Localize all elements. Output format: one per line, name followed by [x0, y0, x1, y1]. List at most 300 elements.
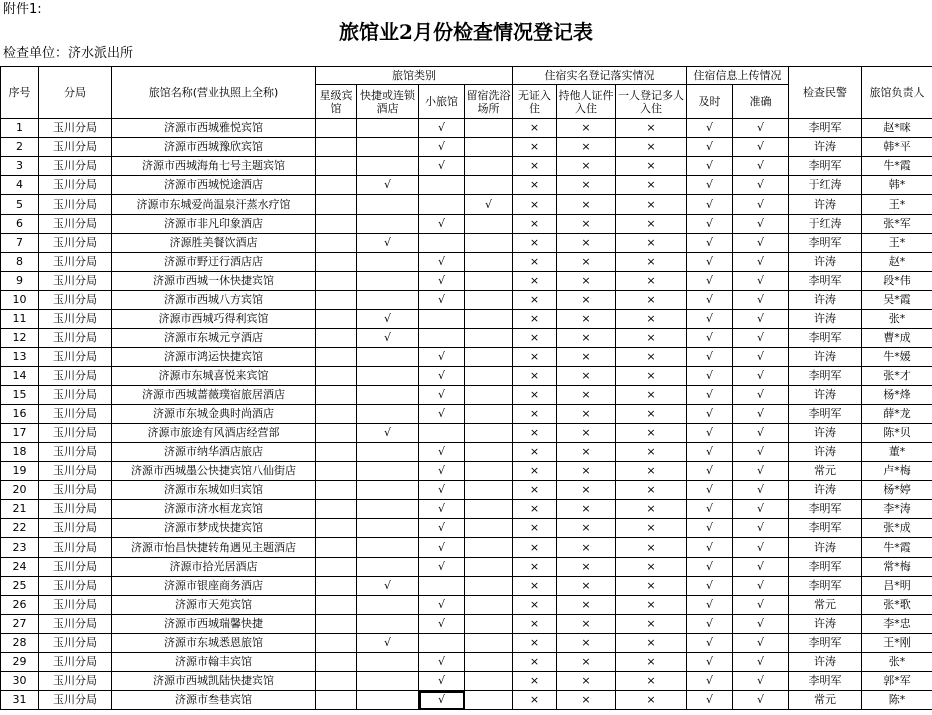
cell-seq[interactable]: 18	[1, 443, 39, 462]
cell-cat-chain[interactable]	[357, 386, 419, 405]
cell-rn-multi[interactable]: ×	[616, 138, 687, 157]
cell-up-accurate[interactable]: √	[733, 367, 789, 386]
cell-cat-small[interactable]	[419, 234, 465, 253]
cell-police[interactable]: 许涛	[789, 653, 862, 672]
cell-rn-otherid[interactable]: ×	[557, 653, 616, 672]
cell-cat-bath[interactable]	[465, 424, 513, 443]
cell-cat-chain[interactable]	[357, 119, 419, 138]
cell-rn-noid[interactable]: ×	[513, 519, 557, 538]
cell-manager[interactable]: 董*	[862, 443, 932, 462]
cell-cat-bath[interactable]	[465, 481, 513, 500]
cell-branch[interactable]: 玉川分局	[39, 462, 112, 481]
cell-up-timely[interactable]: √	[687, 367, 733, 386]
cell-up-accurate[interactable]: √	[733, 157, 789, 176]
cell-police[interactable]: 常元	[789, 596, 862, 615]
cell-rn-otherid[interactable]: ×	[557, 538, 616, 558]
cell-cat-chain[interactable]: √	[357, 176, 419, 195]
cell-rn-multi[interactable]: ×	[616, 195, 687, 215]
cell-cat-small[interactable]: √	[419, 272, 465, 291]
cell-rn-noid[interactable]: ×	[513, 653, 557, 672]
cell-rn-otherid[interactable]: ×	[557, 329, 616, 348]
cell-manager[interactable]: 韩*平	[862, 138, 932, 157]
cell-cat-star[interactable]	[316, 329, 357, 348]
header-manager[interactable]: 旅馆负责人	[862, 67, 932, 119]
cell-seq[interactable]: 27	[1, 615, 39, 634]
cell-hotel-name[interactable]: 济源市旅途有风酒店经营部	[112, 424, 316, 443]
cell-rn-otherid[interactable]: ×	[557, 424, 616, 443]
cell-rn-multi[interactable]: ×	[616, 691, 687, 710]
cell-seq[interactable]: 4	[1, 176, 39, 195]
cell-up-timely[interactable]: √	[687, 310, 733, 329]
cell-seq[interactable]: 6	[1, 215, 39, 234]
cell-rn-otherid[interactable]: ×	[557, 596, 616, 615]
cell-rn-otherid[interactable]: ×	[557, 215, 616, 234]
cell-seq[interactable]: 8	[1, 253, 39, 272]
cell-cat-bath[interactable]	[465, 367, 513, 386]
cell-rn-otherid[interactable]: ×	[557, 405, 616, 424]
cell-cat-small[interactable]: √	[419, 672, 465, 691]
cell-up-accurate[interactable]: √	[733, 538, 789, 558]
cell-seq[interactable]: 24	[1, 558, 39, 577]
cell-cat-star[interactable]	[316, 672, 357, 691]
cell-police[interactable]: 李明军	[789, 329, 862, 348]
header-up-accurate[interactable]: 准确	[733, 85, 789, 119]
cell-cat-star[interactable]	[316, 634, 357, 653]
cell-rn-otherid[interactable]: ×	[557, 615, 616, 634]
cell-cat-bath[interactable]	[465, 615, 513, 634]
cell-rn-noid[interactable]: ×	[513, 691, 557, 710]
cell-up-accurate[interactable]: √	[733, 291, 789, 310]
cell-rn-multi[interactable]: ×	[616, 443, 687, 462]
cell-seq[interactable]: 28	[1, 634, 39, 653]
cell-seq[interactable]: 10	[1, 291, 39, 310]
cell-rn-otherid[interactable]: ×	[557, 272, 616, 291]
cell-rn-multi[interactable]: ×	[616, 634, 687, 653]
cell-rn-noid[interactable]: ×	[513, 443, 557, 462]
cell-cat-small[interactable]: √	[419, 462, 465, 481]
cell-cat-bath[interactable]	[465, 386, 513, 405]
cell-seq[interactable]: 11	[1, 310, 39, 329]
cell-rn-noid[interactable]: ×	[513, 386, 557, 405]
cell-manager[interactable]: 王*	[862, 195, 932, 215]
cell-rn-noid[interactable]: ×	[513, 405, 557, 424]
cell-cat-star[interactable]	[316, 215, 357, 234]
cell-cat-small[interactable]: √	[419, 291, 465, 310]
cell-manager[interactable]: 陈*	[862, 691, 932, 710]
cell-rn-multi[interactable]: ×	[616, 215, 687, 234]
cell-seq[interactable]: 25	[1, 577, 39, 596]
cell-hotel-name[interactable]: 济源市西城蔷薇璞宿旅居酒店	[112, 386, 316, 405]
cell-hotel-name[interactable]: 济源市东城喜悦来宾馆	[112, 367, 316, 386]
cell-cat-bath[interactable]	[465, 272, 513, 291]
cell-up-accurate[interactable]: √	[733, 577, 789, 596]
cell-cat-bath[interactable]	[465, 310, 513, 329]
cell-police[interactable]: 李明军	[789, 500, 862, 519]
cell-cat-bath[interactable]	[465, 329, 513, 348]
cell-branch[interactable]: 玉川分局	[39, 500, 112, 519]
cell-manager[interactable]: 李*涛	[862, 500, 932, 519]
cell-up-accurate[interactable]: √	[733, 481, 789, 500]
cell-cat-bath[interactable]	[465, 596, 513, 615]
cell-cat-chain[interactable]	[357, 500, 419, 519]
cell-rn-otherid[interactable]: ×	[557, 119, 616, 138]
cell-up-accurate[interactable]: √	[733, 253, 789, 272]
cell-rn-noid[interactable]: ×	[513, 462, 557, 481]
cell-cat-small[interactable]: √	[419, 653, 465, 672]
cell-rn-otherid[interactable]: ×	[557, 157, 616, 176]
cell-up-timely[interactable]: √	[687, 234, 733, 253]
cell-hotel-name[interactable]: 济源胜美餐饮酒店	[112, 234, 316, 253]
cell-cat-bath[interactable]	[465, 462, 513, 481]
cell-branch[interactable]: 玉川分局	[39, 577, 112, 596]
cell-up-timely[interactable]: √	[687, 462, 733, 481]
cell-hotel-name[interactable]: 济源市东城爱尚温泉汗蒸水疗馆	[112, 195, 316, 215]
cell-branch[interactable]: 玉川分局	[39, 596, 112, 615]
cell-up-accurate[interactable]: √	[733, 653, 789, 672]
cell-cat-star[interactable]	[316, 424, 357, 443]
header-cat-small[interactable]: 小旅馆	[419, 85, 465, 119]
cell-cat-bath[interactable]	[465, 348, 513, 367]
cell-cat-chain[interactable]	[357, 157, 419, 176]
cell-up-timely[interactable]: √	[687, 672, 733, 691]
cell-rn-multi[interactable]: ×	[616, 672, 687, 691]
cell-seq[interactable]: 26	[1, 596, 39, 615]
cell-hotel-name[interactable]: 济源市西城巧得利宾馆	[112, 310, 316, 329]
cell-manager[interactable]: 陈*贝	[862, 424, 932, 443]
cell-up-timely[interactable]: √	[687, 386, 733, 405]
cell-cat-chain[interactable]	[357, 615, 419, 634]
cell-rn-noid[interactable]: ×	[513, 138, 557, 157]
cell-rn-noid[interactable]: ×	[513, 195, 557, 215]
cell-seq[interactable]: 17	[1, 424, 39, 443]
cell-up-timely[interactable]: √	[687, 691, 733, 710]
cell-branch[interactable]: 玉川分局	[39, 481, 112, 500]
cell-rn-multi[interactable]: ×	[616, 481, 687, 500]
cell-rn-otherid[interactable]: ×	[557, 367, 616, 386]
cell-up-timely[interactable]: √	[687, 481, 733, 500]
cell-seq[interactable]: 19	[1, 462, 39, 481]
cell-cat-bath[interactable]	[465, 234, 513, 253]
cell-manager[interactable]: 张*	[862, 310, 932, 329]
cell-hotel-name[interactable]: 济源市银座商务酒店	[112, 577, 316, 596]
cell-cat-star[interactable]	[316, 195, 357, 215]
cell-rn-noid[interactable]: ×	[513, 634, 557, 653]
cell-cat-star[interactable]	[316, 234, 357, 253]
cell-up-accurate[interactable]: √	[733, 596, 789, 615]
cell-manager[interactable]: 杨*婷	[862, 481, 932, 500]
cell-police[interactable]: 许涛	[789, 386, 862, 405]
cell-branch[interactable]: 玉川分局	[39, 519, 112, 538]
cell-branch[interactable]: 玉川分局	[39, 443, 112, 462]
cell-cat-star[interactable]	[316, 310, 357, 329]
cell-up-timely[interactable]: √	[687, 558, 733, 577]
cell-rn-otherid[interactable]: ×	[557, 577, 616, 596]
cell-rn-otherid[interactable]: ×	[557, 234, 616, 253]
cell-police[interactable]: 许涛	[789, 348, 862, 367]
cell-rn-otherid[interactable]: ×	[557, 176, 616, 195]
cell-cat-star[interactable]	[316, 558, 357, 577]
cell-rn-noid[interactable]: ×	[513, 424, 557, 443]
cell-branch[interactable]: 玉川分局	[39, 691, 112, 710]
header-realname[interactable]: 住宿实名登记落实情况	[513, 67, 687, 85]
cell-up-accurate[interactable]: √	[733, 424, 789, 443]
cell-up-timely[interactable]: √	[687, 443, 733, 462]
cell-up-accurate[interactable]: √	[733, 195, 789, 215]
cell-seq[interactable]: 31	[1, 691, 39, 710]
cell-cat-star[interactable]	[316, 577, 357, 596]
cell-cat-chain[interactable]	[357, 215, 419, 234]
cell-rn-otherid[interactable]: ×	[557, 138, 616, 157]
cell-up-timely[interactable]: √	[687, 176, 733, 195]
cell-rn-multi[interactable]: ×	[616, 596, 687, 615]
cell-rn-noid[interactable]: ×	[513, 672, 557, 691]
cell-police[interactable]: 常元	[789, 462, 862, 481]
cell-up-timely[interactable]: √	[687, 615, 733, 634]
cell-cat-chain[interactable]: √	[357, 424, 419, 443]
cell-cat-bath[interactable]: √	[465, 195, 513, 215]
cell-rn-multi[interactable]: ×	[616, 653, 687, 672]
cell-up-accurate[interactable]: √	[733, 462, 789, 481]
cell-police[interactable]: 李明军	[789, 558, 862, 577]
cell-cat-chain[interactable]	[357, 348, 419, 367]
cell-up-timely[interactable]: √	[687, 519, 733, 538]
cell-up-accurate[interactable]: √	[733, 329, 789, 348]
cell-hotel-name[interactable]: 济源市济水桓龙宾馆	[112, 500, 316, 519]
cell-branch[interactable]: 玉川分局	[39, 653, 112, 672]
cell-hotel-name[interactable]: 济源市西城墨公快捷宾馆八仙街店	[112, 462, 316, 481]
cell-seq[interactable]: 20	[1, 481, 39, 500]
cell-manager[interactable]: 王*刚	[862, 634, 932, 653]
header-up-timely[interactable]: 及时	[687, 85, 733, 119]
cell-rn-otherid[interactable]: ×	[557, 634, 616, 653]
cell-up-timely[interactable]: √	[687, 538, 733, 558]
cell-cat-star[interactable]	[316, 367, 357, 386]
cell-manager[interactable]: 张*	[862, 653, 932, 672]
cell-cat-chain[interactable]	[357, 291, 419, 310]
cell-up-accurate[interactable]: √	[733, 443, 789, 462]
cell-cat-small[interactable]: √	[419, 538, 465, 558]
cell-cat-bath[interactable]	[465, 443, 513, 462]
cell-up-timely[interactable]: √	[687, 272, 733, 291]
cell-police[interactable]: 李明军	[789, 234, 862, 253]
cell-rn-otherid[interactable]: ×	[557, 348, 616, 367]
cell-up-accurate[interactable]: √	[733, 138, 789, 157]
cell-rn-multi[interactable]: ×	[616, 558, 687, 577]
cell-cat-star[interactable]	[316, 596, 357, 615]
cell-manager[interactable]: 郭*军	[862, 672, 932, 691]
cell-hotel-name[interactable]: 济源市翰丰宾馆	[112, 653, 316, 672]
cell-up-accurate[interactable]: √	[733, 386, 789, 405]
cell-manager[interactable]: 牛*霞	[862, 538, 932, 558]
cell-cat-small[interactable]	[419, 577, 465, 596]
cell-cat-chain[interactable]	[357, 653, 419, 672]
cell-branch[interactable]: 玉川分局	[39, 176, 112, 195]
cell-hotel-name[interactable]: 济源市野迂行酒店店	[112, 253, 316, 272]
cell-rn-noid[interactable]: ×	[513, 596, 557, 615]
cell-manager[interactable]: 段*伟	[862, 272, 932, 291]
cell-hotel-name[interactable]: 济源市西城豫欣宾馆	[112, 138, 316, 157]
cell-cat-star[interactable]	[316, 653, 357, 672]
cell-up-accurate[interactable]: √	[733, 348, 789, 367]
cell-cat-bath[interactable]	[465, 519, 513, 538]
cell-cat-chain[interactable]	[357, 253, 419, 272]
cell-cat-star[interactable]	[316, 253, 357, 272]
cell-manager[interactable]: 赵*	[862, 253, 932, 272]
cell-police[interactable]: 李明军	[789, 272, 862, 291]
cell-seq[interactable]: 30	[1, 672, 39, 691]
header-seq[interactable]: 序号	[1, 67, 39, 119]
cell-cat-star[interactable]	[316, 691, 357, 710]
cell-cat-star[interactable]	[316, 348, 357, 367]
cell-rn-multi[interactable]: ×	[616, 157, 687, 176]
cell-seq[interactable]: 29	[1, 653, 39, 672]
cell-cat-bath[interactable]	[465, 119, 513, 138]
cell-police[interactable]: 李明军	[789, 577, 862, 596]
cell-rn-otherid[interactable]: ×	[557, 462, 616, 481]
cell-rn-otherid[interactable]: ×	[557, 481, 616, 500]
cell-rn-multi[interactable]: ×	[616, 253, 687, 272]
cell-up-accurate[interactable]: √	[733, 558, 789, 577]
header-cat-chain[interactable]: 快捷或连锁酒店	[357, 85, 419, 119]
cell-cat-small[interactable]: √	[419, 443, 465, 462]
cell-cat-small[interactable]: √	[419, 138, 465, 157]
cell-cat-small[interactable]: √	[419, 367, 465, 386]
cell-up-accurate[interactable]: √	[733, 500, 789, 519]
cell-seq[interactable]: 16	[1, 405, 39, 424]
cell-manager[interactable]: 张*成	[862, 519, 932, 538]
cell-rn-multi[interactable]: ×	[616, 615, 687, 634]
cell-seq[interactable]: 15	[1, 386, 39, 405]
cell-cat-star[interactable]	[316, 538, 357, 558]
cell-branch[interactable]: 玉川分局	[39, 291, 112, 310]
cell-seq[interactable]: 2	[1, 138, 39, 157]
cell-cat-small[interactable]: √	[419, 519, 465, 538]
cell-up-accurate[interactable]: √	[733, 691, 789, 710]
cell-seq[interactable]: 12	[1, 329, 39, 348]
cell-cat-chain[interactable]	[357, 195, 419, 215]
cell-hotel-name[interactable]: 济源市鸿运快捷宾馆	[112, 348, 316, 367]
cell-police[interactable]: 李明军	[789, 672, 862, 691]
cell-rn-noid[interactable]: ×	[513, 119, 557, 138]
cell-branch[interactable]: 玉川分局	[39, 558, 112, 577]
cell-up-timely[interactable]: √	[687, 653, 733, 672]
cell-cat-chain[interactable]	[357, 272, 419, 291]
cell-cat-small[interactable]: √	[419, 253, 465, 272]
cell-hotel-name[interactable]: 济源市西城八方宾馆	[112, 291, 316, 310]
cell-cat-bath[interactable]	[465, 176, 513, 195]
cell-police[interactable]: 许涛	[789, 291, 862, 310]
cell-cat-bath[interactable]	[465, 634, 513, 653]
cell-manager[interactable]: 王*	[862, 234, 932, 253]
cell-cat-small[interactable]: √	[419, 157, 465, 176]
cell-up-timely[interactable]: √	[687, 424, 733, 443]
cell-rn-multi[interactable]: ×	[616, 348, 687, 367]
cell-cat-small[interactable]: √	[419, 558, 465, 577]
cell-cat-chain[interactable]: √	[357, 577, 419, 596]
cell-branch[interactable]: 玉川分局	[39, 634, 112, 653]
cell-rn-noid[interactable]: ×	[513, 367, 557, 386]
cell-branch[interactable]: 玉川分局	[39, 405, 112, 424]
cell-rn-multi[interactable]: ×	[616, 405, 687, 424]
cell-branch[interactable]: 玉川分局	[39, 272, 112, 291]
cell-police[interactable]: 许涛	[789, 253, 862, 272]
cell-manager[interactable]: 牛*霞	[862, 157, 932, 176]
cell-cat-small[interactable]: √	[419, 405, 465, 424]
cell-up-timely[interactable]: √	[687, 157, 733, 176]
cell-manager[interactable]: 韩*	[862, 176, 932, 195]
cell-police[interactable]: 常元	[789, 691, 862, 710]
cell-police[interactable]: 许涛	[789, 481, 862, 500]
cell-cat-star[interactable]	[316, 157, 357, 176]
cell-cat-chain[interactable]	[357, 596, 419, 615]
cell-police[interactable]: 许涛	[789, 615, 862, 634]
cell-rn-multi[interactable]: ×	[616, 538, 687, 558]
cell-rn-multi[interactable]: ×	[616, 500, 687, 519]
cell-cat-chain[interactable]	[357, 443, 419, 462]
cell-branch[interactable]: 玉川分局	[39, 386, 112, 405]
cell-police[interactable]: 许涛	[789, 310, 862, 329]
cell-rn-noid[interactable]: ×	[513, 310, 557, 329]
cell-rn-multi[interactable]: ×	[616, 234, 687, 253]
cell-cat-small[interactable]	[419, 176, 465, 195]
cell-seq[interactable]: 23	[1, 538, 39, 558]
cell-branch[interactable]: 玉川分局	[39, 329, 112, 348]
cell-rn-multi[interactable]: ×	[616, 462, 687, 481]
cell-cat-star[interactable]	[316, 519, 357, 538]
cell-rn-noid[interactable]: ×	[513, 558, 557, 577]
cell-branch[interactable]: 玉川分局	[39, 672, 112, 691]
cell-rn-multi[interactable]: ×	[616, 291, 687, 310]
cell-branch[interactable]: 玉川分局	[39, 424, 112, 443]
cell-manager[interactable]: 张*才	[862, 367, 932, 386]
header-rn-noid[interactable]: 无证入住	[513, 85, 557, 119]
cell-cat-small[interactable]: √	[419, 691, 465, 710]
cell-rn-multi[interactable]: ×	[616, 272, 687, 291]
cell-seq[interactable]: 14	[1, 367, 39, 386]
cell-hotel-name[interactable]: 济源市西城悦途酒店	[112, 176, 316, 195]
cell-rn-multi[interactable]: ×	[616, 519, 687, 538]
cell-cat-star[interactable]	[316, 272, 357, 291]
cell-rn-noid[interactable]: ×	[513, 538, 557, 558]
cell-up-accurate[interactable]: √	[733, 672, 789, 691]
cell-rn-multi[interactable]: ×	[616, 119, 687, 138]
cell-manager[interactable]: 吴*霞	[862, 291, 932, 310]
cell-manager[interactable]: 牛*媛	[862, 348, 932, 367]
cell-cat-chain[interactable]	[357, 481, 419, 500]
cell-rn-noid[interactable]: ×	[513, 291, 557, 310]
cell-rn-noid[interactable]: ×	[513, 500, 557, 519]
cell-branch[interactable]: 玉川分局	[39, 367, 112, 386]
cell-hotel-name[interactable]: 济源市西城瑞馨快捷	[112, 615, 316, 634]
cell-hotel-name[interactable]: 济源市东城金典时尚酒店	[112, 405, 316, 424]
cell-rn-otherid[interactable]: ×	[557, 443, 616, 462]
cell-hotel-name[interactable]: 济源市拾光居酒店	[112, 558, 316, 577]
cell-cat-chain[interactable]	[357, 672, 419, 691]
cell-cat-bath[interactable]	[465, 691, 513, 710]
cell-cat-star[interactable]	[316, 405, 357, 424]
cell-rn-multi[interactable]: ×	[616, 577, 687, 596]
cell-branch[interactable]: 玉川分局	[39, 157, 112, 176]
cell-rn-otherid[interactable]: ×	[557, 291, 616, 310]
cell-up-accurate[interactable]: √	[733, 215, 789, 234]
cell-police[interactable]: 许涛	[789, 443, 862, 462]
cell-cat-bath[interactable]	[465, 672, 513, 691]
cell-up-accurate[interactable]: √	[733, 615, 789, 634]
cell-up-timely[interactable]: √	[687, 138, 733, 157]
cell-cat-star[interactable]	[316, 462, 357, 481]
cell-up-timely[interactable]: √	[687, 329, 733, 348]
cell-cat-star[interactable]	[316, 443, 357, 462]
